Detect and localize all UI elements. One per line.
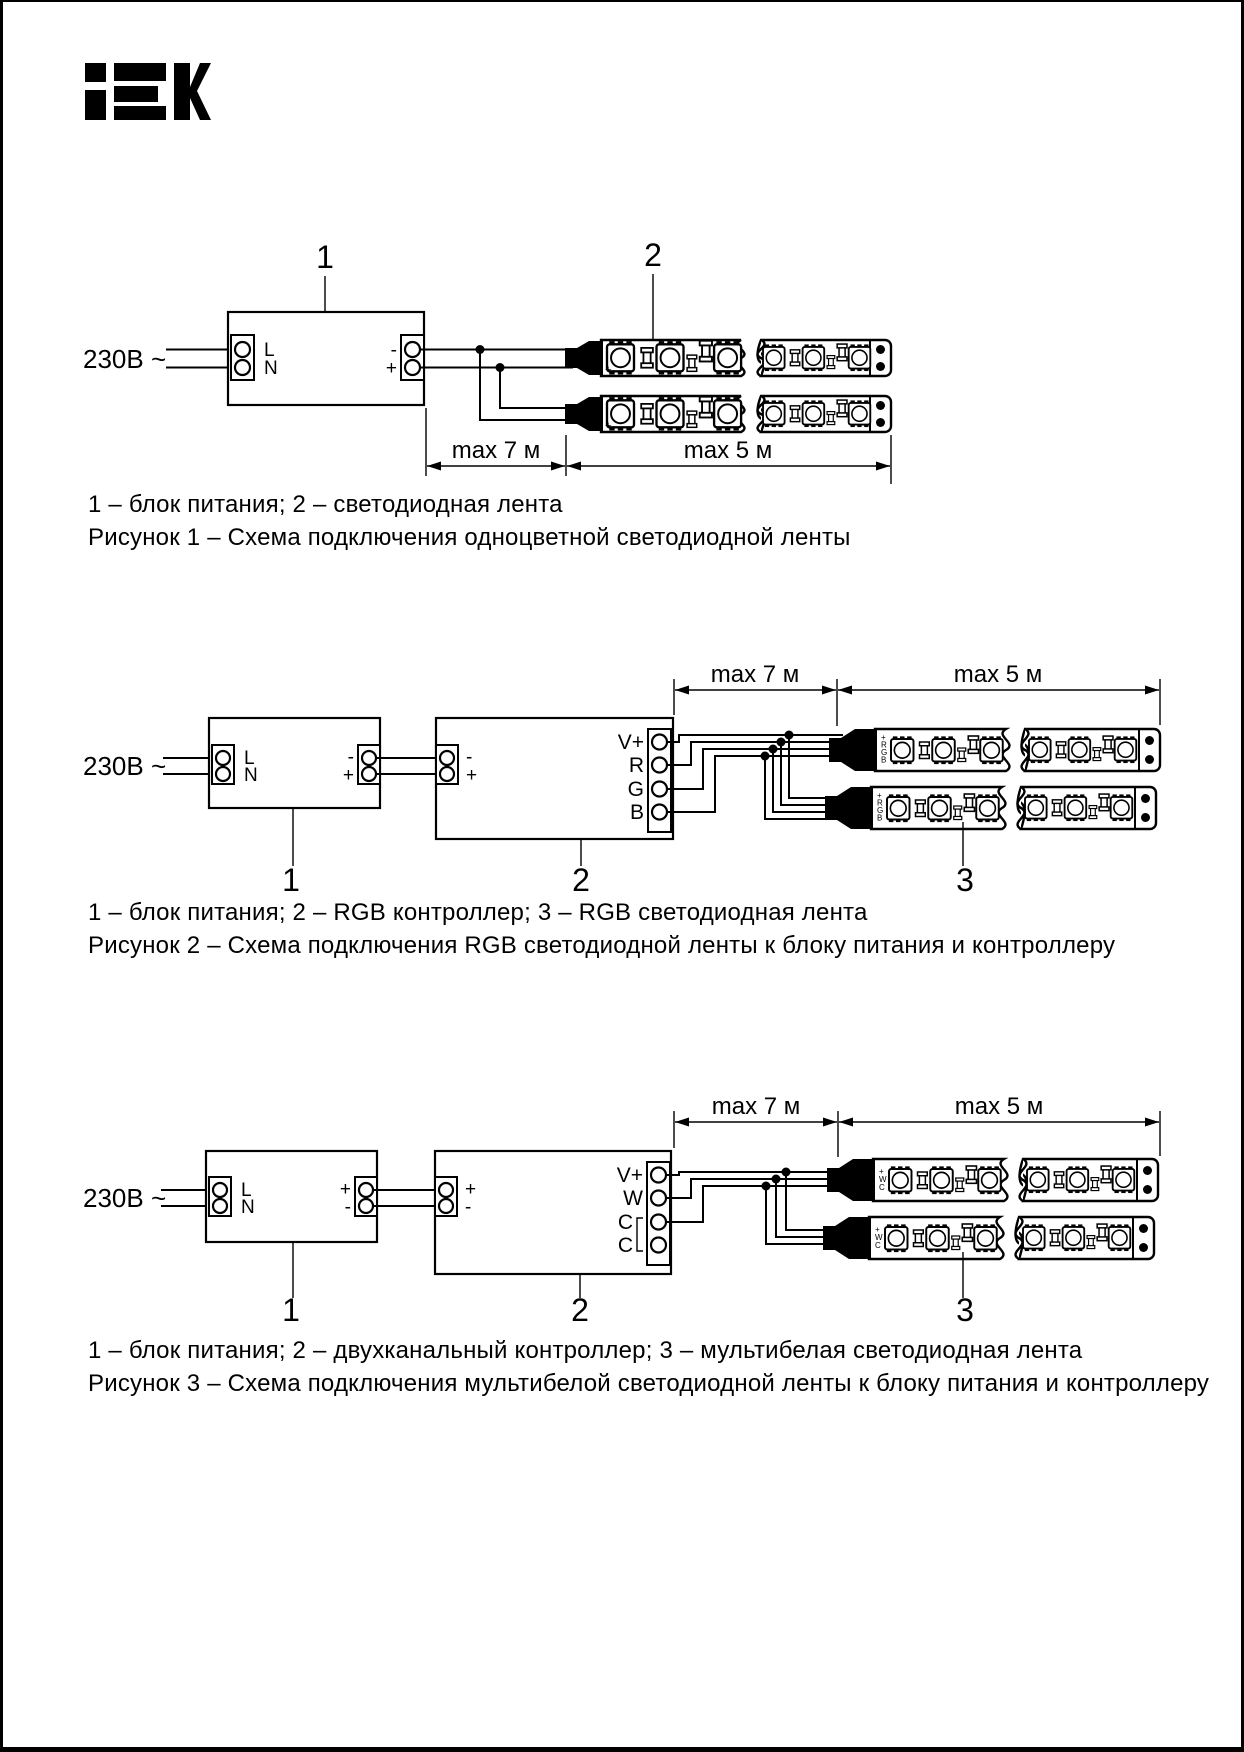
fig1-pin-plus: + <box>385 358 397 379</box>
fig2-channel-wires <box>667 731 843 820</box>
pin-r: R <box>881 740 887 750</box>
fig3-caption <box>88 1334 1209 1400</box>
fig2-led-strip-lower <box>825 787 1156 829</box>
fig2-ctrl-in-bot: + <box>466 765 478 786</box>
fig1-callout-psu: 1 <box>316 239 334 275</box>
fig1-output-wires <box>420 345 573 420</box>
fig3-chan-vplus: V+ <box>616 1164 643 1187</box>
fig2-dim5-label: max 5 м <box>953 661 1043 688</box>
fig3-chan-c1: C <box>617 1211 633 1234</box>
fig3-dim7-label: max 7 м <box>711 1093 801 1120</box>
fig3-dimension-5m <box>839 1093 1160 1156</box>
fig2-callout-strip: 3 <box>956 862 974 897</box>
pin-plus: + <box>875 1225 880 1234</box>
fig2-dim7-label: max 7 м <box>710 661 800 688</box>
fig2-caption-title: Рисунок 2 – Схема подключения RGB светодиодной ленты к блоку питания и контроллеру <box>88 932 1116 959</box>
fig2-pin-N: N <box>244 765 258 786</box>
fig3-led-strip-upper <box>827 1159 1158 1201</box>
pin-g: G <box>877 806 884 815</box>
fig2-chan-b: B <box>629 801 644 824</box>
fig2-psu-input-terminal <box>212 745 234 784</box>
fig2-ctrl-input-terminal <box>436 745 458 784</box>
fig1-pin-minus: - <box>390 340 397 361</box>
iek-logo-glyphs <box>85 63 211 120</box>
fig2-callout-psu: 1 <box>282 862 300 897</box>
fig3-psu-out-top: + <box>339 1179 351 1200</box>
fig1-callout-strip: 2 <box>644 237 662 273</box>
fig1-dim5-label: max 5 м <box>683 437 773 464</box>
fig3-dim5-label: max 5 м <box>954 1093 1044 1120</box>
fig3-led-strip-lower <box>823 1217 1154 1259</box>
fig2-dimension-5m <box>838 661 1160 725</box>
fig1-caption-title: Рисунок 1 – Схема подключения одноцветной светодиодной ленты <box>88 524 851 551</box>
fig1-pin-N: N <box>264 358 278 379</box>
fig3-ac-label: 230В ~ <box>83 1183 167 1213</box>
fig3-psu-out-bot: - <box>344 1197 351 1218</box>
fig1-dimension-5m <box>567 435 891 484</box>
fig2-chan-vplus: V+ <box>617 731 644 754</box>
fig2-psu-output-terminal <box>358 745 380 784</box>
fig2-chan-r: R <box>628 754 644 777</box>
pin-plus: + <box>879 1167 884 1176</box>
fig3-ctrl-output-terminal <box>647 1162 670 1265</box>
fig1-psu-input-terminal <box>231 335 254 380</box>
fig1-ac-label: 230В ~ <box>83 344 167 374</box>
fig2-caption <box>88 896 1115 962</box>
fig3-pin-L: L <box>241 1180 252 1201</box>
fig3-caption-title: Рисунок 3 – Схема подключения мультибелой светодиодной ленты к блоку питания и контроллеру <box>88 1370 1210 1397</box>
pin-w: W <box>879 1175 887 1184</box>
fig3-callout-psu: 1 <box>282 1292 300 1327</box>
fig3-pin-N: N <box>241 1197 255 1218</box>
fig2-caption-items: 1 – блок питания; 2 – RGB контроллер; 3 – RGB светодиодная лента <box>88 899 868 926</box>
fig2-psu-out-top: - <box>347 747 354 768</box>
iek-logo <box>83 58 215 124</box>
fig3-ctrl-in-top: + <box>465 1179 477 1200</box>
pin-b: B <box>881 755 887 765</box>
fig2-pin-L: L <box>244 748 255 769</box>
fig3-callout-strip: 3 <box>956 1292 974 1327</box>
fig3-psu-input-terminal <box>209 1177 231 1216</box>
fig3-caption-items: 1 – блок питания; 2 – двухканальный контроллер; 3 – мультибелая светодиодная лента <box>88 1337 1083 1364</box>
fig1-led-strip-upper <box>565 340 891 376</box>
fig3-ctrl-input-terminal <box>435 1177 457 1216</box>
pin-plus: + <box>881 733 886 742</box>
fig2-ctrl-in-top: - <box>466 747 473 768</box>
figure1-diagram <box>3 232 1244 487</box>
fig1-strip-upper-plus: + <box>605 364 612 376</box>
fig2-ac-label: 230В ~ <box>83 751 167 781</box>
fig2-dimension-7m <box>674 661 837 726</box>
fig1-strip-lower-plus: + <box>605 420 612 432</box>
pin-r: R <box>877 798 883 808</box>
fig3-channel-wires <box>666 1168 841 1245</box>
fig2-ctrl-output-terminal <box>648 729 671 832</box>
fig1-pin-L: L <box>264 340 275 361</box>
fig1-ac-wires <box>166 350 236 368</box>
fig3-psu-output-terminal <box>355 1177 377 1216</box>
pin-c: C <box>875 1241 881 1250</box>
fig2-chan-g: G <box>627 778 644 801</box>
fig2-callout-ctrl: 2 <box>572 862 590 897</box>
pin-w: W <box>875 1233 883 1242</box>
fig3-ctrl-in-bot: - <box>465 1197 472 1218</box>
fig3-link-wires <box>373 1190 440 1206</box>
figure2-diagram <box>3 652 1244 897</box>
fig3-dimension-7m <box>674 1093 838 1157</box>
pin-plus: + <box>877 791 882 800</box>
pin-c: C <box>879 1183 885 1192</box>
pin-b: B <box>877 813 883 823</box>
fig1-dim7-label: max 7 м <box>451 437 541 464</box>
fig1-caption-items: 1 – блок питания; 2 – светодиодная лента <box>88 491 563 518</box>
fig2-link-wires <box>376 758 441 774</box>
fig3-chan-w: W <box>623 1187 643 1210</box>
fig3-chan-c2: C <box>617 1234 633 1257</box>
pin-g: G <box>881 748 888 757</box>
fig2-psu-out-bot: + <box>342 765 354 786</box>
fig3-callout-ctrl: 2 <box>571 1292 589 1327</box>
fig1-led-strip-lower <box>565 396 891 432</box>
fig2-led-strip-upper <box>829 729 1160 771</box>
fig1-caption <box>88 488 851 554</box>
figure3-diagram <box>3 1087 1244 1327</box>
fig1-dimension-7m <box>426 408 566 476</box>
fig1-psu-output-terminal <box>401 335 424 380</box>
